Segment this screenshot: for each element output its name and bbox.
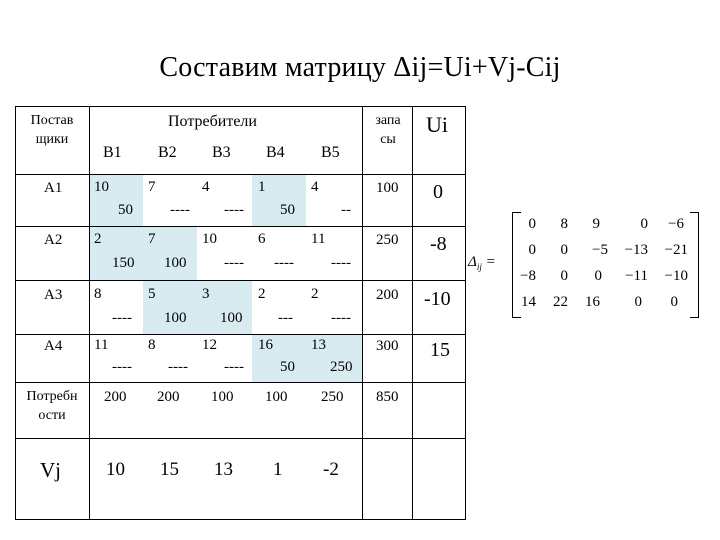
alloc-value: ---- [168,359,188,375]
vj-value: 13 [214,459,233,480]
table-row-divider [15,174,466,175]
cost-value: 12 [202,337,217,353]
cost-value: 3 [202,286,210,302]
cost-value: 6 [258,231,266,247]
matrix-cell: 0 [634,294,642,310]
stock-header: запа сы [375,113,401,147]
cost-value: 10 [94,179,109,195]
demand-total: 850 [376,389,399,405]
alloc-value: 100 [164,255,187,271]
matrix-cell: 16 [585,294,600,310]
demand-value: 100 [265,389,288,405]
matrix-cell: 22 [553,294,568,310]
alloc-value: -- [341,202,351,218]
demand-value: 250 [321,389,344,405]
consumers-header: Потребители [168,113,257,130]
matrix-cell: 0 [594,268,602,284]
table-col-divider [89,106,90,520]
ui-value: 15 [430,339,450,361]
demand-value: 100 [211,389,234,405]
matrix-cell: 0 [670,294,678,310]
demand-label: Потребн ости [26,389,78,423]
matrix-cell: 0 [560,268,568,284]
alloc-value: ---- [112,310,132,326]
matrix-cell: −21 [664,242,688,258]
matrix-cell: −5 [592,242,608,258]
alloc-value: 50 [118,202,133,218]
stock-value: 250 [376,232,399,248]
alloc-value: ---- [224,202,244,218]
matrix-cell: −6 [668,216,684,232]
alloc-value: 150 [112,255,135,271]
cost-value: 8 [94,286,102,302]
column-header-b2: B2 [158,144,177,161]
alloc-value: --- [278,310,293,326]
alloc-value: ---- [331,255,351,271]
table-row-divider [15,226,466,227]
matrix-cell: −13 [624,242,648,258]
stock-value: 100 [376,180,399,196]
cost-value: 8 [148,337,156,353]
matrix-cell: 14 [521,294,536,310]
matrix-cell: 0 [528,242,536,258]
cost-value: 2 [94,231,102,247]
matrix-cell: 0 [640,216,648,232]
vj-label: Vj [40,458,61,482]
table-border-top [15,106,466,107]
matrix-symbol: Δ [468,254,477,270]
alloc-value: ---- [331,310,351,326]
table-row-divider [15,280,466,281]
table-border-bottom [15,519,466,520]
cost-value: 13 [311,337,326,353]
ui-value: -8 [430,233,447,255]
cost-value: 16 [258,337,273,353]
demand-value: 200 [104,389,127,405]
vj-value: 1 [273,459,283,480]
demand-value: 200 [157,389,180,405]
alloc-value: 50 [280,359,295,375]
alloc-value: ---- [224,255,244,271]
stock-value: 200 [376,287,399,303]
cost-value: 2 [258,286,266,302]
alloc-value: 100 [220,310,243,326]
table-row-divider [15,438,466,439]
column-header-b4: B4 [266,144,285,161]
column-header-b3: B3 [212,144,231,161]
table-border-right [465,106,466,520]
ui-value: -10 [424,288,451,310]
cost-value: 11 [94,337,109,353]
cost-value: 7 [148,179,156,195]
cost-value: 10 [202,231,217,247]
alloc-value: ---- [112,359,132,375]
alloc-value: ---- [224,359,244,375]
ui-value: 0 [433,181,443,203]
table-row-divider [15,382,466,383]
stock-value: 300 [376,338,399,354]
alloc-value: ---- [274,255,294,271]
matrix-cell: −10 [664,268,688,284]
cost-value: 7 [148,231,156,247]
alloc-value: 250 [330,359,353,375]
vj-value: -2 [323,459,339,480]
table-col-divider [362,106,363,520]
alloc-value: 50 [280,202,295,218]
page-title: Составим матрицу Δij=Ui+Vj-Cij [159,52,561,83]
table-col-divider [412,106,413,520]
delta-matrix [468,206,700,326]
matrix-cell: −11 [625,268,648,284]
table-border-left [15,106,16,520]
vj-value: 10 [106,459,125,480]
table-row-divider [15,334,466,335]
matrix-label [468,254,496,272]
matrix-cell: 0 [560,242,568,258]
cost-value: 2 [311,286,319,302]
cost-value: 11 [311,231,326,247]
row-label: A1 [44,180,63,196]
column-header-b1: B1 [103,144,122,161]
matrix-cell: 8 [560,216,568,232]
matrix-right-bracket [690,212,699,318]
matrix-subscript: ij [476,262,482,272]
cost-value: 4 [311,179,319,195]
cost-value: 1 [258,179,266,195]
matrix-equals: = [485,254,496,270]
row-label: A4 [44,338,63,354]
alloc-value: ---- [170,202,190,218]
ui-header: Ui [426,112,448,137]
cost-value: 4 [202,179,210,195]
cost-value: 5 [148,286,156,302]
alloc-value: 100 [164,310,187,326]
suppliers-header: Постав щики [30,113,74,147]
row-label: A2 [44,232,63,248]
row-label: A3 [44,287,63,303]
matrix-cell: 0 [528,216,536,232]
matrix-cell: −8 [520,268,536,284]
column-header-b5: B5 [321,144,340,161]
matrix-cell: 9 [592,216,600,232]
vj-value: 15 [160,459,179,480]
